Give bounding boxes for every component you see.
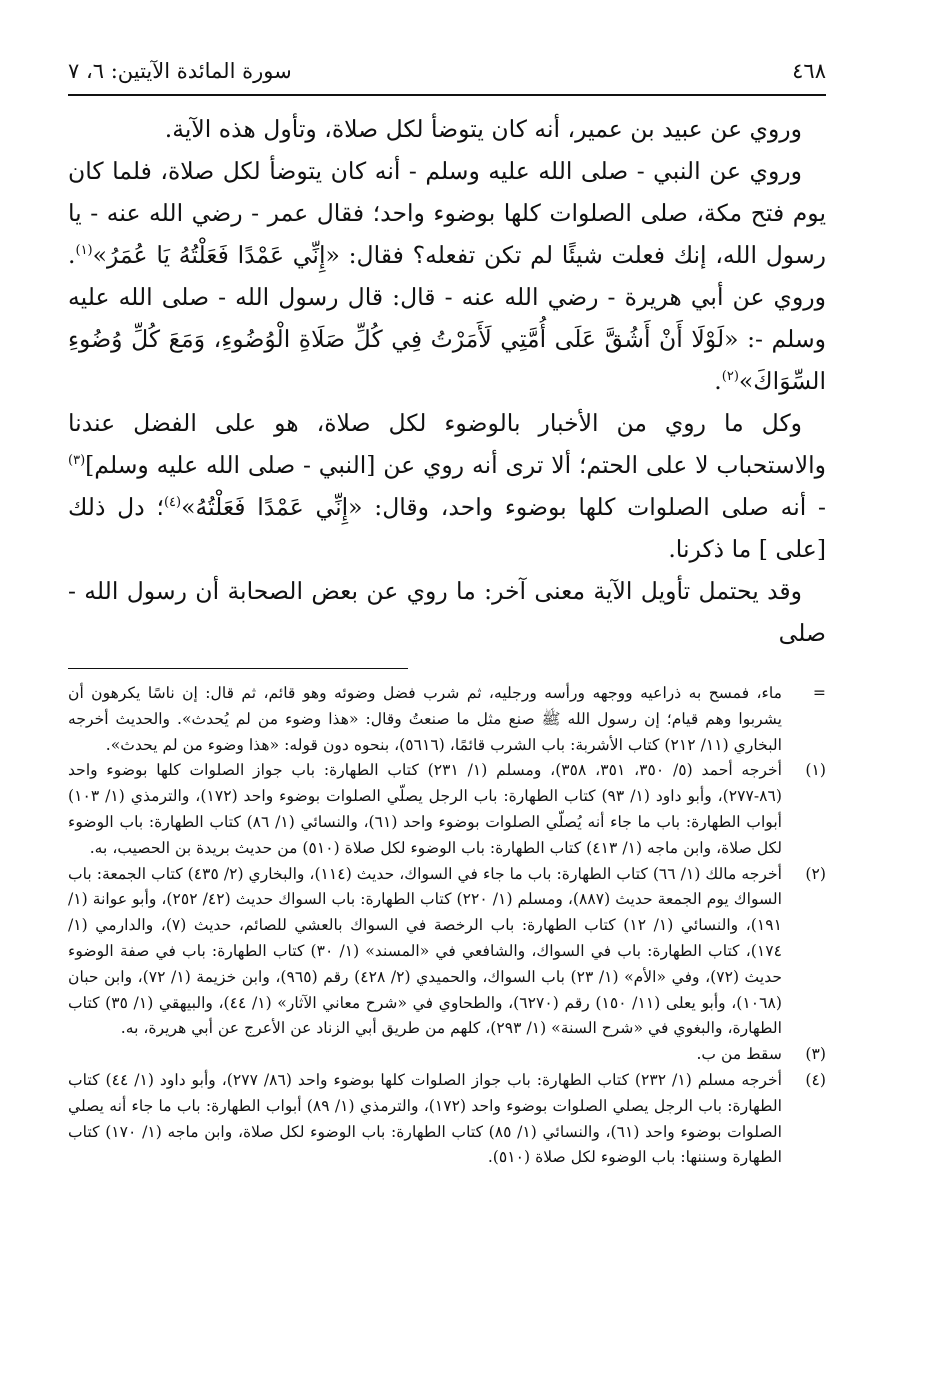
paragraph-2-text-b: . وروي عن أبي هريرة - رضي الله عنه - قال: قال رسول الله - صلى الله عليه وسلم -: [68, 241, 826, 353]
hadith-quote-3: «إِنِّي عَمْدًا فَعَلْتُهُ» [181, 493, 363, 521]
footnote-text: سقط من ب. [696, 1045, 782, 1064]
footnote-text: ماء، فمسح به ذراعيه ووجهه ورأسه ورجليه، ثم شرب فضل وضوئه وهو قائم، ثم قال: إن ناسًا يكرهون أن يشربوا وهم قيام؛ إن رسول الله ﷺ صنع مثل ما صنعتُ وقال: «هذا وضوء من لم يُحدث». والحديث أخرجه البخاري (١١/ ٢١٢) كتاب الأشربة: باب الشرب قائمًا، (٥٦١٦)، بنحوه دون قوله: «هذا وضوء من لم يحدث». [68, 684, 782, 754]
hadith-quote-2: «لَوْلَا أَنْ أَشُقَّ عَلَى أُمَّتِي لَأَمَرْتُ فِي كُلِّ صَلَاةِ الْوُضُوءِ، وَمَعَ كُلِّ وُضُوءِ السِّوَاكَ» [68, 325, 826, 395]
page-header [68, 52, 826, 90]
paragraph-3-text-b: - أنه صلى الصلوات كلها بوضوء واحد، وقال: [362, 493, 826, 521]
footnotes [68, 681, 826, 1171]
running-title: سورة المائدة الآيتين: ٦، ٧ [68, 59, 292, 83]
footnote-3 [68, 1042, 826, 1068]
footnote-number: (٤) [805, 1070, 826, 1089]
footnote-ref-2: (٢) [721, 369, 739, 385]
footnote-ref-4: (٤) [163, 495, 182, 511]
page-number: ٤٦٨ [792, 59, 826, 83]
paragraph-3-text-a: وكل ما روي من الأخبار بالوضوء لكل صلاة، هو على الفضل عندنا والاستحباب لا على الحتم؛ ألا ترى أنه روي عن [النبي - صلى الله عليه وسلم] [68, 409, 826, 479]
footnote-separator [68, 668, 408, 669]
footnote-4 [68, 1068, 826, 1171]
paragraph-2-end: . [714, 367, 722, 395]
footnote-number: (٢) [805, 864, 826, 883]
footnote-continued [68, 681, 826, 758]
paragraph-3 [68, 402, 826, 570]
footnote-ref-3: (٣) [68, 453, 86, 469]
footnote-text: أخرجه مسلم (١/ ٢٣٢) كتاب الطهارة: باب جواز الصلوات كلها بوضوء واحد (٨٦/ ٢٧٧)، وأبو داود (١/ ٤٤) كتاب الطهارة: باب الرجل يصلي الصلوات بوضوء واحد (١٧٢)، والترمذي (١/ ٨٩) أبواب الطهارة: باب ما جاء أنه يصلي الصلوات بوضوء واحد (٦١)، والنسائي (١/ ٨٥) كتاب الطهارة: باب الوضوء لكل صلاة، وابن ماجه (١/ ١٧٠) كتاب الطهارة وسننها: باب الوضوء لكل صلاة (٥١٠). [68, 1070, 783, 1167]
paragraph-1: وروي عن عبيد بن عمير، أنه كان يتوضأ لكل صلاة، وتأول هذه الآية. [164, 115, 802, 143]
main-text [68, 108, 826, 654]
footnote-1 [68, 758, 826, 861]
paragraph-2 [68, 150, 826, 402]
footnote-text: أخرجه مالك (١/ ٦٦) كتاب الطهارة: باب ما جاء في السواك، حديث (١١٤)، والبخاري (٢/ ٤٣٥) كتاب الجمعة: باب السواك يوم الجمعة حديث (٨٨٧)، ومسلم (١/ ٢٢٠) كتاب الطهارة: باب السواك حديث (٤٢/ ٢٥٢)، وأبو عوانة (١/ ١٩١)، والنسائي (١/ ١٢) كتاب الطهارة: باب الرخصة في السواك بالعشي للصائم، حديث (٧)، والدارمي (١/ ١٧٤)، كتاب الطهارة: باب في السواك، والشافعي في «المسند» (١/ ٣٠) كتاب الطهارة: باب في صفة الوضوء حديث (٧٢)، وفي «الأم» (١/ ٢٣) باب السواك، والحميدي (٢/ ٤٢٨) رقم (٩٦٥)، وابن خزيمة (١/ ٧٢)، وابن حبان (١٠٦٨)، وأبو يعلى (١١/ ١٥٠) رقم (٦٢٧٠)، والطحاوي في «شرح معاني الآثار» (١/ ٤٤)، والبيهقي (١/ ٣٥) كتاب الطهارة، والبغوي في «شرح السنة» (١/ ٢٩٣)، كلهم من طريق أبي الزناد عن الأعرج عن أبي هريرة، به. [68, 864, 783, 1038]
footnote-2 [68, 862, 826, 1043]
book-page [68, 52, 826, 1352]
paragraph-3-text-c: ؛ دل ذلك [على ] ما ذكرنا. [68, 493, 826, 563]
hadith-quote-1: «إِنِّي عَمْدًا فَعَلْتُهُ يَا عُمَرُ» [92, 241, 340, 269]
footnote-number: (١) [805, 761, 826, 780]
paragraph-4: وقد يحتمل تأويل الآية معنى آخر: ما روي عن بعض الصحابة أن رسول الله - صلى [68, 577, 826, 647]
footnote-number: (٣) [805, 1045, 826, 1064]
header-rule [68, 94, 826, 96]
paragraph-2-text-a: وروي عن النبي - صلى الله عليه وسلم - أنه كان يتوضأ لكل صلاة، فلما كان يوم فتح مكة، صلى الصلوات كلها بوضوء واحد؛ فقال عمر - رضي الله عنه - يا رسول الله، إنك فعلت شيئًا لم تكن تفعله؟ فقال: [68, 157, 826, 269]
footnote-marker: = [812, 684, 826, 702]
footnote-text: أخرجه أحمد (٥/ ٣٥٠، ٣٥١، ٣٥٨)، ومسلم (١/ ٢٣١) كتاب الطهارة: باب جواز الصلوات كلها بوضوء واحد (٨٦-٢٧٧)، وأبو داود (١/ ٩٣) كتاب الطهارة: باب الرجل يصلّي الصلوات بوضوء واحد (١٧٢)، والترمذي (١/ ١٠٣) أبواب الطهارة: باب ما جاء أنه يُصلّي الصلوات بوضوء واحد (٦١)، والنسائي (١/ ٨٦) كتاب الطهارة: باب الوضوء لكل صلاة، وابن ماجه (١/ ٤١٣) كتاب الطهارة: باب الوضوء لكل صلاة (٥١٠) من حديث بريدة بن الحصيب، به. [68, 761, 783, 857]
footnote-ref-1: (١) [75, 243, 93, 259]
